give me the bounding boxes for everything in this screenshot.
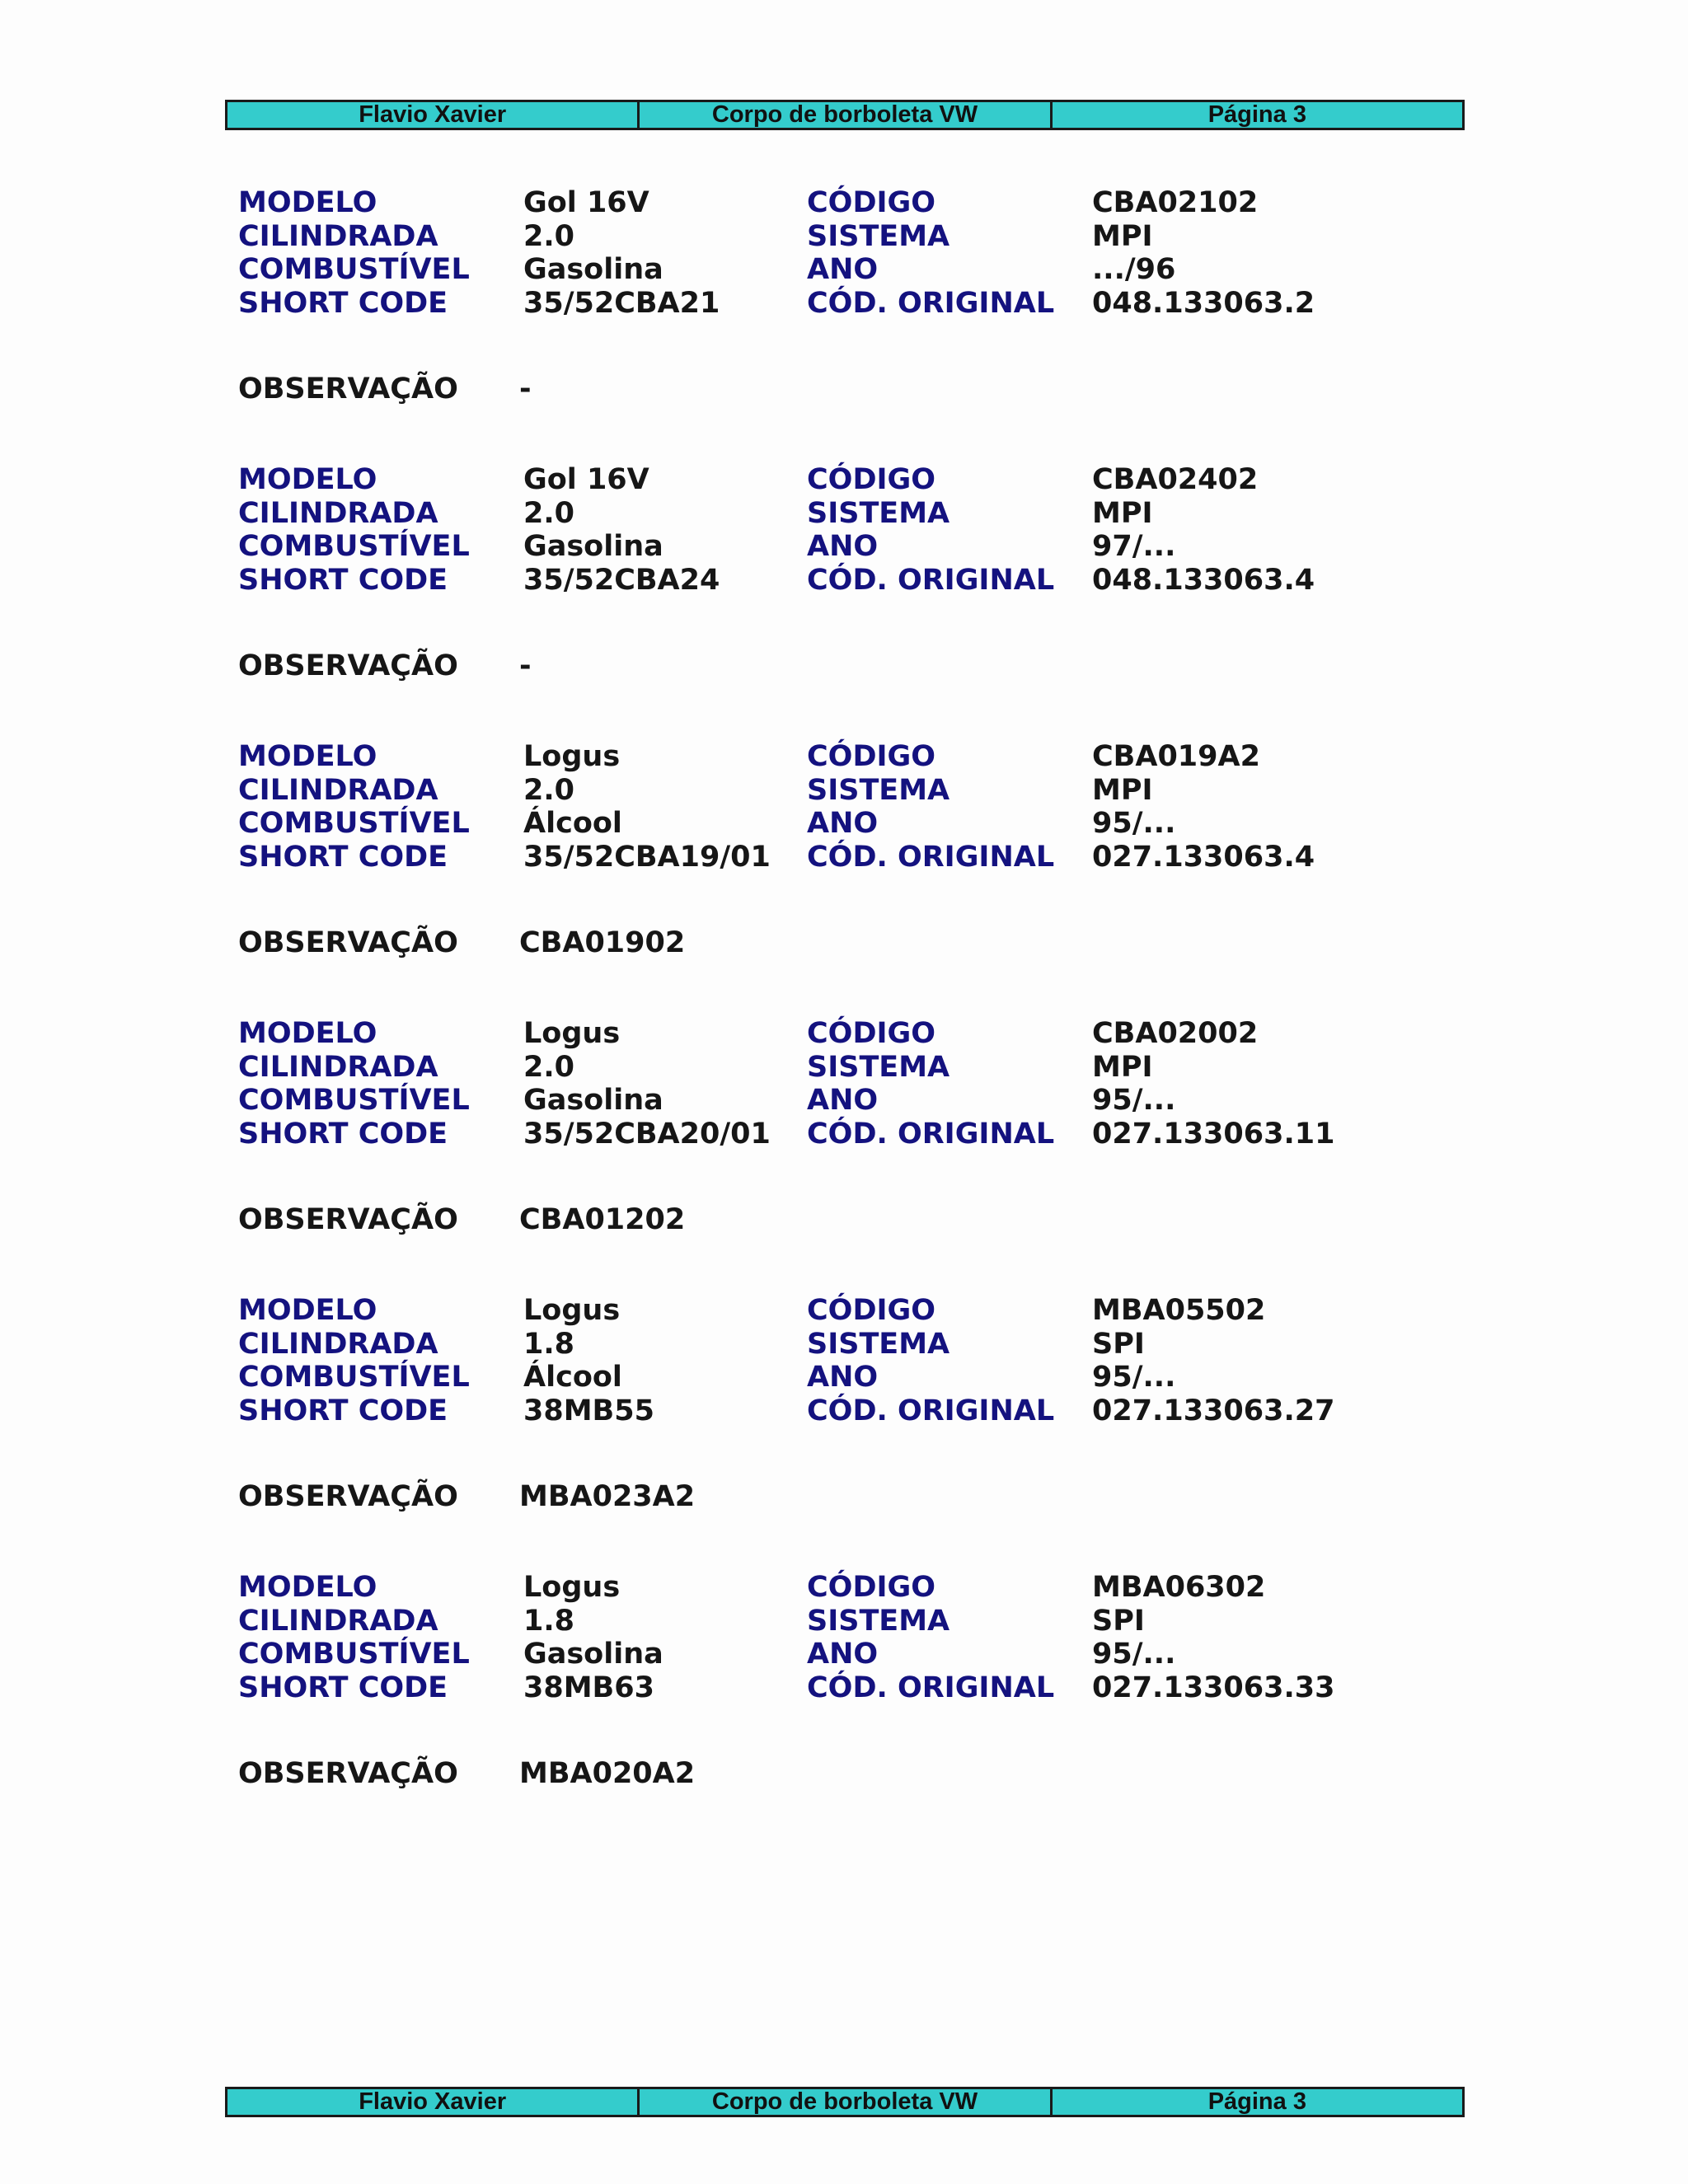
modelo-value: Logus (523, 740, 621, 773)
cilindrada-label: CILINDRADA (238, 219, 438, 253)
cod-original-value: 027.133063.11 (1092, 1118, 1335, 1151)
record-row (238, 1118, 1392, 1151)
sistema-value: MPI (1092, 219, 1153, 253)
ano-label: ANO (807, 1638, 879, 1671)
record-row (238, 1084, 1392, 1117)
cilindrada-value: 2.0 (523, 496, 575, 530)
short-code-label: SHORT CODE (238, 564, 448, 598)
codigo-label: CÓDIGO (807, 1294, 935, 1327)
codigo-label: CÓDIGO (807, 1017, 935, 1050)
cod-original-label: CÓD. ORIGINAL (807, 1118, 1055, 1151)
codigo-label: CÓDIGO (807, 186, 935, 219)
record-row (238, 807, 1392, 840)
combustivel-label: COMBUSTÍVEL (238, 1361, 470, 1394)
record-row (238, 1605, 1392, 1638)
cilindrada-value: 1.8 (523, 1604, 575, 1638)
cilindrada-label: CILINDRADA (238, 1604, 438, 1638)
modelo-label: MODELO (238, 1294, 377, 1327)
combustivel-value: Álcool (523, 807, 622, 841)
codigo-label: CÓDIGO (807, 463, 935, 496)
footer-page-number: Página 3 (1051, 2088, 1463, 2116)
observacao-row (238, 1757, 1392, 1790)
observacao-value: - (519, 373, 532, 405)
record-row (238, 1017, 1392, 1050)
footer-title: Corpo de borboleta VW (639, 2088, 1051, 2116)
modelo-value: Logus (523, 1571, 621, 1604)
footer-author: Flavio Xavier (227, 2088, 639, 2116)
modelo-value: Logus (523, 1294, 621, 1327)
codigo-value: CBA019A2 (1092, 740, 1260, 773)
record-block (238, 1571, 1392, 1790)
modelo-value: Gol 16V (523, 186, 649, 219)
cilindrada-label: CILINDRADA (238, 496, 438, 530)
modelo-value: Logus (523, 1017, 621, 1050)
record-row (238, 1051, 1392, 1084)
cilindrada-value: 2.0 (523, 1050, 575, 1084)
observacao-label: OBSERVAÇÃO (238, 1757, 458, 1790)
short-code-label: SHORT CODE (238, 287, 448, 321)
short-code-value: 35/52CBA24 (523, 564, 720, 598)
page-footer (225, 2087, 1465, 2117)
modelo-label: MODELO (238, 1017, 377, 1050)
short-code-value: 35/52CBA19/01 (523, 841, 771, 874)
modelo-label: MODELO (238, 740, 377, 773)
cod-original-value: 027.133063.4 (1092, 841, 1315, 874)
observacao-row (238, 1203, 1392, 1236)
combustivel-value: Álcool (523, 1361, 622, 1394)
record-block (238, 1294, 1392, 1513)
record-row (238, 1361, 1392, 1394)
record-block (238, 186, 1392, 405)
short-code-value: 35/52CBA21 (523, 287, 720, 321)
combustivel-label: COMBUSTÍVEL (238, 807, 470, 841)
cilindrada-value: 1.8 (523, 1327, 575, 1361)
ano-label: ANO (807, 1361, 879, 1394)
codigo-value: MBA05502 (1092, 1294, 1266, 1327)
observacao-row (238, 1480, 1392, 1513)
record-row (238, 1294, 1392, 1327)
record-row (238, 1394, 1392, 1427)
observacao-value: CBA01902 (519, 926, 686, 959)
observacao-value: MBA020A2 (519, 1757, 696, 1790)
sistema-label: SISTEMA (807, 1050, 950, 1084)
ano-value: .../96 (1092, 253, 1176, 287)
cilindrada-label: CILINDRADA (238, 1050, 438, 1084)
record-row (238, 530, 1392, 563)
ano-value: 95/... (1092, 1361, 1176, 1394)
cilindrada-label: CILINDRADA (238, 773, 438, 807)
sistema-value: MPI (1092, 496, 1153, 530)
cod-original-value: 048.133063.4 (1092, 564, 1315, 598)
record-row (238, 463, 1392, 496)
cod-original-label: CÓD. ORIGINAL (807, 1394, 1055, 1428)
record-row (238, 1571, 1392, 1604)
observacao-row (238, 926, 1392, 959)
cod-original-value: 027.133063.33 (1092, 1671, 1335, 1705)
cilindrada-label: CILINDRADA (238, 1327, 438, 1361)
ano-label: ANO (807, 253, 879, 287)
codigo-value: CBA02102 (1092, 186, 1259, 219)
record-row (238, 1638, 1392, 1671)
cilindrada-value: 2.0 (523, 773, 575, 807)
combustivel-value: Gasolina (523, 253, 663, 287)
sistema-label: SISTEMA (807, 773, 950, 807)
record-row (238, 220, 1392, 253)
observacao-label: OBSERVAÇÃO (238, 1480, 458, 1513)
observacao-label: OBSERVAÇÃO (238, 926, 458, 959)
observacao-row (238, 649, 1392, 682)
cod-original-value: 027.133063.27 (1092, 1394, 1335, 1428)
short-code-value: 38MB55 (523, 1394, 654, 1428)
record-row (238, 1671, 1392, 1704)
ano-value: 95/... (1092, 1638, 1176, 1671)
cod-original-label: CÓD. ORIGINAL (807, 287, 1055, 321)
cilindrada-value: 2.0 (523, 219, 575, 253)
record-block (238, 740, 1392, 959)
codigo-value: CBA02402 (1092, 463, 1259, 496)
record-row (238, 841, 1392, 874)
sistema-label: SISTEMA (807, 496, 950, 530)
short-code-value: 38MB63 (523, 1671, 654, 1705)
record-row (238, 253, 1392, 286)
ano-label: ANO (807, 1084, 879, 1118)
combustivel-label: COMBUSTÍVEL (238, 1638, 470, 1671)
short-code-label: SHORT CODE (238, 1394, 448, 1428)
observacao-row (238, 373, 1392, 405)
codigo-value: MBA06302 (1092, 1571, 1266, 1604)
header-page-number: Página 3 (1051, 101, 1463, 129)
cod-original-value: 048.133063.2 (1092, 287, 1315, 321)
cod-original-label: CÓD. ORIGINAL (807, 564, 1055, 598)
observacao-label: OBSERVAÇÃO (238, 373, 458, 405)
ano-value: 95/... (1092, 1084, 1176, 1118)
combustivel-value: Gasolina (523, 530, 663, 564)
header-title: Corpo de borboleta VW (639, 101, 1051, 129)
observacao-value: MBA023A2 (519, 1480, 696, 1513)
modelo-label: MODELO (238, 1571, 377, 1604)
modelo-label: MODELO (238, 186, 377, 219)
modelo-value: Gol 16V (523, 463, 649, 496)
combustivel-label: COMBUSTÍVEL (238, 1084, 470, 1118)
sistema-value: MPI (1092, 1050, 1153, 1084)
sistema-label: SISTEMA (807, 1327, 950, 1361)
combustivel-value: Gasolina (523, 1084, 663, 1118)
observacao-label: OBSERVAÇÃO (238, 649, 458, 682)
page-header (225, 100, 1465, 130)
sistema-value: SPI (1092, 1327, 1145, 1361)
sistema-label: SISTEMA (807, 219, 950, 253)
codigo-label: CÓDIGO (807, 1571, 935, 1604)
combustivel-label: COMBUSTÍVEL (238, 530, 470, 564)
modelo-label: MODELO (238, 463, 377, 496)
cod-original-label: CÓD. ORIGINAL (807, 841, 1055, 874)
sistema-value: MPI (1092, 773, 1153, 807)
cod-original-label: CÓD. ORIGINAL (807, 1671, 1055, 1705)
combustivel-value: Gasolina (523, 1638, 663, 1671)
codigo-value: CBA02002 (1092, 1017, 1259, 1050)
record-block (238, 1017, 1392, 1236)
ano-label: ANO (807, 807, 879, 841)
sistema-value: SPI (1092, 1604, 1145, 1638)
short-code-label: SHORT CODE (238, 1118, 448, 1151)
ano-label: ANO (807, 530, 879, 564)
observacao-value: CBA01202 (519, 1203, 686, 1236)
record-row (238, 1328, 1392, 1361)
record-row (238, 774, 1392, 807)
header-author: Flavio Xavier (227, 101, 639, 129)
record-row (238, 564, 1392, 597)
codigo-label: CÓDIGO (807, 740, 935, 773)
short-code-value: 35/52CBA20/01 (523, 1118, 771, 1151)
record-row (238, 740, 1392, 773)
sistema-label: SISTEMA (807, 1604, 950, 1638)
combustivel-label: COMBUSTÍVEL (238, 253, 470, 287)
observacao-value: - (519, 649, 532, 682)
ano-value: 97/... (1092, 530, 1176, 564)
short-code-label: SHORT CODE (238, 841, 448, 874)
record-row (238, 186, 1392, 219)
record-row (238, 497, 1392, 530)
ano-value: 95/... (1092, 807, 1176, 841)
record-row (238, 287, 1392, 320)
record-block (238, 463, 1392, 682)
observacao-label: OBSERVAÇÃO (238, 1203, 458, 1236)
short-code-label: SHORT CODE (238, 1671, 448, 1705)
